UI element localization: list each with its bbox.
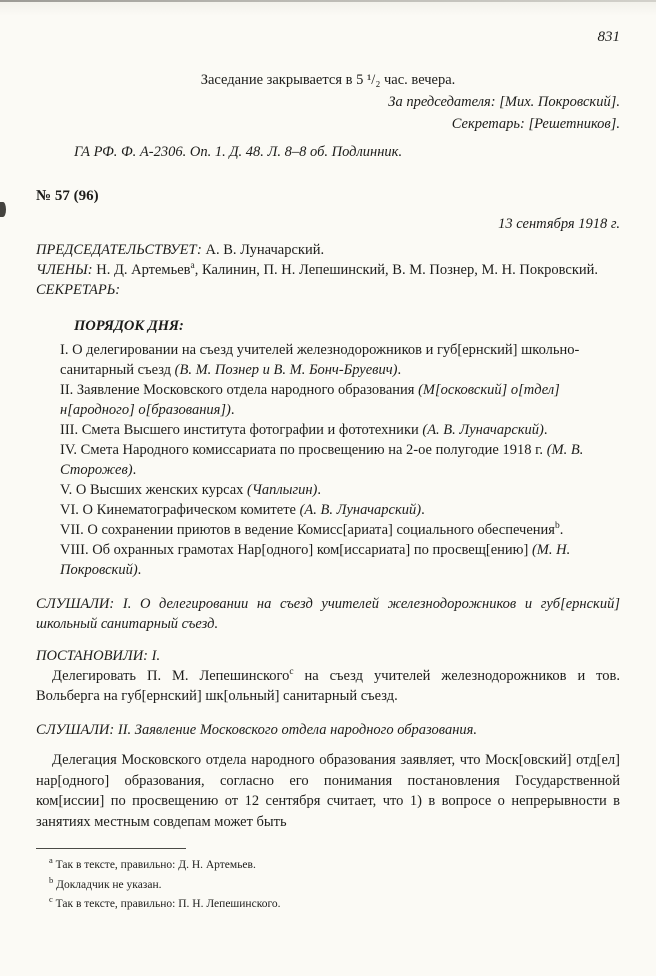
agenda-speaker: (М. В. Сторожев) [60, 442, 584, 478]
protocol-number: № 57 (96) [36, 188, 99, 204]
agenda-speaker: (М[осковский] о[тдел] н[ародного] о[бразования]) [60, 382, 560, 418]
agenda-speaker: (Чаплыгин) [247, 482, 318, 498]
members-names-rest: , Калинин, П. Н. Лепешинский, В. М. Познер, М. Н. Покровский. [194, 262, 599, 278]
chairing-label: ПРЕДСЕДАТЕЛЬСТВУЕТ: [36, 242, 202, 258]
agenda-item: V. О Высших женских курсах (Чаплыгин). [60, 482, 322, 498]
resolved-label-1: ПОСТАНОВИЛИ: I. [36, 648, 161, 664]
resolved-text-1 [36, 666, 620, 706]
agenda-item: VII. О сохранении приютов в ведение Комисс[ариата] социального обеспечения$^b$. [60, 521, 564, 538]
agenda-item: I. О делегировании на съезд учителей железнодорожников и губ[ернский] школьно-санитарный съезд (В. М. Познер и В. М. Бонч-Бруевич). [60, 342, 580, 378]
secretary-signature-line [36, 114, 620, 134]
heard-item-1: СЛУШАЛИ: I. О делегировании на съезд учителей железнодорожников и губ[ернский] школьный санитарный съезд. [36, 596, 620, 632]
agenda-item: IV. Смета Народного комиссариата по просвещению на 2-ое полугодие 1918 г. (М. В. Сторожев). [60, 442, 584, 478]
secretary-role-line: СЕКРЕТАРЬ: [36, 282, 121, 298]
footnote-ref-a: a [190, 261, 195, 272]
heard-item-2: СЛУШАЛИ: II. Заявление Московского отдела народного образования. [36, 722, 478, 738]
agenda-speaker: (А. В. Луначарский) [299, 502, 422, 518]
chairman-name: [Мих. Покровский]. [499, 94, 620, 110]
resolved-text-start: Делегировать П. М. Лепешинского [52, 668, 290, 684]
agenda-item: II. Заявление Московского отдела народного образования (М[осковский] о[тдел] н[ародного] о[бразования]). [60, 382, 560, 418]
agenda-speaker: (В. М. Познер и В. М. Бонч-Бруевич) [174, 362, 398, 378]
footnote-ref: b [554, 521, 560, 532]
footnotes-section [36, 848, 620, 915]
chairing-value: А. В. Луначарский. [205, 242, 325, 258]
agenda-item: VIII. Об охранных грамотах Нар[одного] ком[иссариата] по просвещ[ению] (М. Н. Покровский). [60, 542, 571, 578]
footnotes-list [36, 856, 620, 915]
chairing-line [36, 240, 620, 260]
agenda-speaker: (М. Н. Покровский) [60, 542, 571, 578]
footnote-marker: b [49, 874, 54, 885]
session-closing-line: Заседание закрывается в 5 ¹/₂ час. вечера. [200, 72, 456, 88]
footnote-text: Так в тексте, правильно: Д. Н. Артемьев. [52, 859, 256, 871]
resolved-text-rest: на съезд учителей железнодорожников и тов. Вольберга на губ[ернский] шк[ольный] санитарный съезд. [36, 668, 621, 704]
footnote-text: Докладчик не указан. [53, 878, 162, 891]
footnote [36, 856, 620, 876]
footnote [36, 895, 620, 915]
secretary-name: [Решетников]. [528, 116, 620, 132]
members-names-start: Н. Д. Артемьев [96, 262, 191, 278]
footnote-divider [36, 848, 186, 849]
members-line [36, 260, 620, 280]
agenda-title: ПОРЯДОК ДНЯ: [74, 318, 184, 334]
agenda-speaker: (А. В. Луначарский) [422, 422, 544, 438]
footnote-marker: c [49, 894, 53, 905]
secretary-label: Секретарь: [451, 116, 525, 132]
footnote-text: Так в тексте, правильно: П. Н. Лепешинского. [52, 898, 281, 910]
chairman-signature-line [36, 92, 620, 112]
chairman-label: За председателя: [388, 94, 496, 110]
page-number: 831 [597, 29, 620, 45]
footnote [36, 876, 620, 896]
protocol-date: 13 сентября 1918 г. [498, 216, 620, 232]
agenda-item: VI. О Кинематографическом комитете (А. В. Луначарский). [60, 502, 425, 518]
delegation-statement-paragraph: Делегация Московского отдела народного образования заявляет, что Моск[овский] отд[ел] нар[одного] образования, согласно его понимания постановления Государственной ком[иссии] по просвещению от 12 сентября считает, что 1) в вопросе о непрерывности в занятиях местным совдепам может быть [36, 752, 620, 830]
footnote-marker: a [49, 855, 53, 866]
agenda-item: III. Смета Высшего института фотографии и фототехники (А. В. Луначарский). [60, 422, 548, 438]
archive-reference: ГА РФ. Ф. А-2306. Оп. 1. Д. 48. Л. 8–8 об. Подлинник. [74, 144, 403, 160]
members-label: ЧЛЕНЫ: [36, 262, 93, 278]
agenda-list [36, 340, 620, 580]
footnote-ref-c: c [289, 667, 294, 678]
